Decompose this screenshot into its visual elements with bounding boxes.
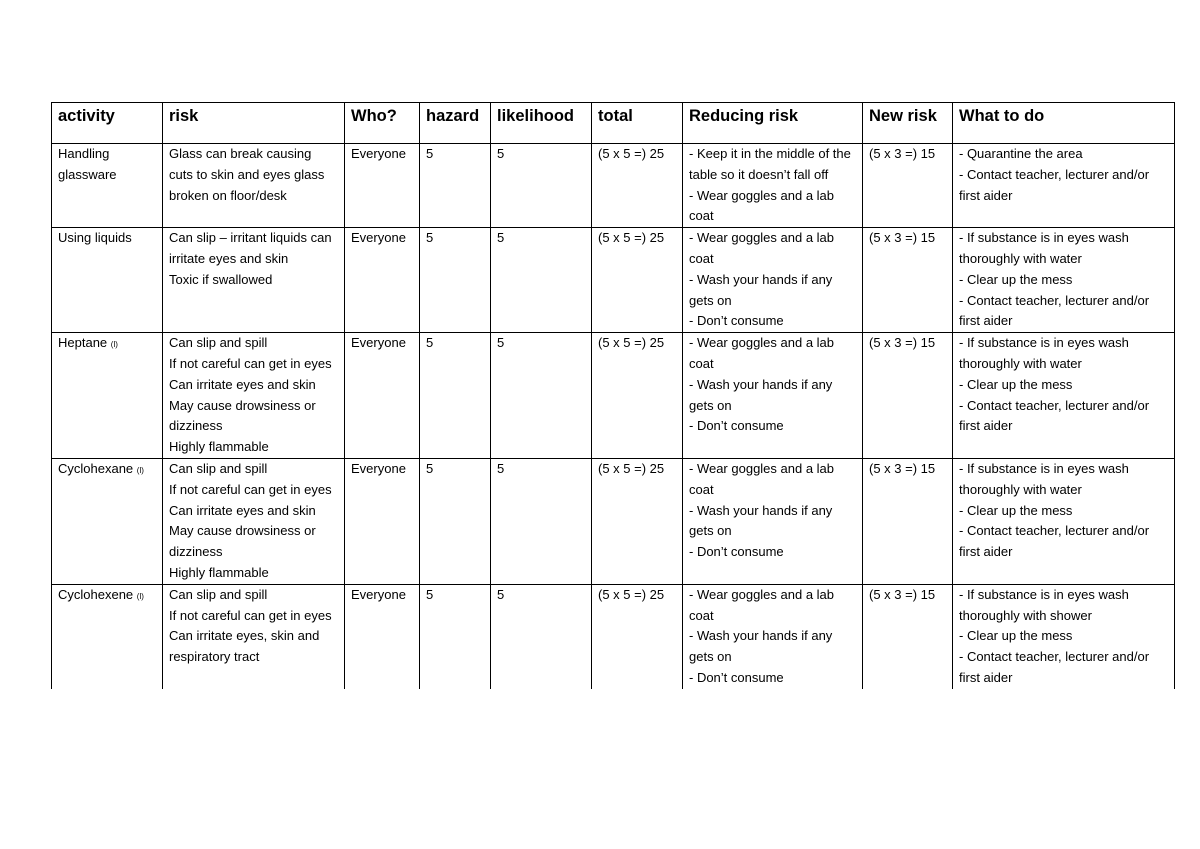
reducing-risk-cell (683, 584, 863, 688)
table-row (52, 333, 1175, 459)
activity-cell (52, 144, 163, 228)
header-reducing-risk: Reducing risk (683, 103, 863, 144)
header-activity: activity (52, 103, 163, 144)
reducing-risk-cell-line: - Wash your hands if any gets on (689, 502, 833, 539)
risk-cell-line: Can slip – irritant liquids can irritate eyes and skin (169, 230, 332, 266)
table-body (52, 144, 1175, 689)
header-what-to-do: What to do (953, 103, 1175, 144)
what-to-do-cell-line: - Contact teacher, lecturer and/or first aider (959, 397, 1150, 434)
risk-cell (163, 228, 345, 333)
risk-cell-line: Toxic if swallowed (169, 271, 273, 287)
likelihood-cell: 5 (491, 144, 592, 228)
reducing-risk-cell-line: - Don’t consume (689, 669, 784, 685)
activity-name: Using liquids (58, 230, 132, 246)
state-mark: (l) (136, 591, 144, 601)
hazard-cell: 5 (420, 333, 491, 459)
risk-cell-line: If not careful can get in eyes (169, 607, 332, 623)
reducing-risk-cell (683, 228, 863, 333)
total-cell: (5 x 5 =) 25 (592, 228, 683, 333)
header-who: Who? (345, 103, 420, 144)
risk-cell-line: Can slip and spill (169, 335, 268, 351)
header-total: total (592, 103, 683, 144)
risk-cell (163, 458, 345, 584)
what-to-do-cell-line: - If substance is in eyes wash thoroughly with shower (959, 586, 1129, 623)
what-to-do-cell-line: - Clear up the mess (959, 376, 1073, 392)
reducing-risk-cell-line: - Wear goggles and a lab coat (689, 586, 835, 623)
header-new-risk: New risk (863, 103, 953, 144)
what-to-do-cell-line: - Clear up the mess (959, 502, 1073, 518)
reducing-risk-cell-line: - Don’t consume (689, 313, 784, 329)
reducing-risk-cell-line: - Wear goggles and a lab coat (689, 460, 835, 497)
what-to-do-cell (953, 333, 1175, 459)
what-to-do-cell-line: - Clear up the mess (959, 271, 1073, 287)
reducing-risk-cell-line: - Keep it in the middle of the table so it doesn’t fall off (689, 146, 851, 182)
what-to-do-cell (953, 144, 1175, 228)
reducing-risk-cell-line: - Don’t consume (689, 418, 784, 434)
table-row (52, 228, 1175, 333)
hazard-cell: 5 (420, 144, 491, 228)
risk-cell-line: Can slip and spill (169, 460, 268, 476)
risk-cell-line: Highly flammable (169, 564, 269, 580)
what-to-do-cell-line: - Contact teacher, lecturer and/or first aider (959, 166, 1150, 203)
who-cell: Everyone (345, 333, 420, 459)
activity-cell (52, 584, 163, 688)
new-risk-cell: (5 x 3 =) 15 (863, 144, 953, 228)
total-cell: (5 x 5 =) 25 (592, 458, 683, 584)
who-cell: Everyone (345, 144, 420, 228)
reducing-risk-cell (683, 144, 863, 228)
reducing-risk-cell-line: - Wash your hands if any gets on (689, 271, 833, 308)
reducing-risk-cell (683, 333, 863, 459)
risk-cell-line: Can irritate eyes and skin (169, 502, 316, 518)
total-cell: (5 x 5 =) 25 (592, 584, 683, 688)
what-to-do-cell-line: - Quarantine the area (959, 146, 1083, 161)
reducing-risk-cell-line: - Wear goggles and a lab coat (689, 187, 835, 224)
header-likelihood: likelihood (491, 103, 592, 144)
what-to-do-cell-line: - Clear up the mess (959, 628, 1073, 644)
total-cell: (5 x 5 =) 25 (592, 144, 683, 228)
reducing-risk-cell-line: - Wash your hands if any gets on (689, 376, 833, 413)
table-row (52, 458, 1175, 584)
reducing-risk-cell-line: - Wear goggles and a lab coat (689, 335, 835, 371)
header-row (52, 103, 1175, 144)
what-to-do-cell (953, 584, 1175, 688)
risk-cell-line: May cause drowsiness or dizziness (169, 523, 316, 560)
risk-cell (163, 584, 345, 688)
likelihood-cell: 5 (491, 333, 592, 459)
likelihood-cell: 5 (491, 584, 592, 688)
table-row (52, 144, 1175, 228)
risk-cell (163, 144, 345, 228)
risk-cell-line: Can slip and spill (169, 586, 268, 602)
hazard-cell: 5 (420, 228, 491, 333)
risk-cell-line: Can irritate eyes, skin and respiratory tract (169, 628, 320, 665)
header-hazard: hazard (420, 103, 491, 144)
total-cell: (5 x 5 =) 25 (592, 333, 683, 459)
new-risk-cell: (5 x 3 =) 15 (863, 584, 953, 688)
what-to-do-cell (953, 228, 1175, 333)
activity-name: Heptane (58, 335, 108, 351)
risk-cell-line: If not careful can get in eyes (169, 355, 332, 371)
risk-cell (163, 333, 345, 459)
reducing-risk-cell (683, 458, 863, 584)
activity-cell (52, 458, 163, 584)
risk-cell-line: If not careful can get in eyes (169, 481, 332, 497)
what-to-do-cell-line: - If substance is in eyes wash thoroughly with water (959, 335, 1129, 371)
risk-cell-line: Glass can break causing cuts to skin and eyes glass broken on floor/desk (169, 146, 325, 203)
hazard-cell: 5 (420, 584, 491, 688)
new-risk-cell: (5 x 3 =) 15 (863, 458, 953, 584)
what-to-do-cell-line: - Contact teacher, lecturer and/or first aider (959, 649, 1150, 685)
what-to-do-cell-line: - If substance is in eyes wash thoroughly with water (959, 230, 1129, 266)
activity-cell (52, 228, 163, 333)
risk-assessment-table (51, 102, 1175, 689)
risk-cell-line: Can irritate eyes and skin (169, 376, 316, 392)
what-to-do-cell-line: - If substance is in eyes wash thoroughly with water (959, 460, 1129, 497)
who-cell: Everyone (345, 584, 420, 688)
what-to-do-cell-line: - Contact teacher, lecturer and/or first aider (959, 292, 1150, 329)
reducing-risk-cell-line: - Wear goggles and a lab coat (689, 230, 835, 266)
reducing-risk-cell-line: - Wash your hands if any gets on (689, 628, 833, 665)
activity-name: Cyclohexene (58, 586, 134, 602)
state-mark: (l) (136, 465, 144, 475)
who-cell: Everyone (345, 228, 420, 333)
activity-name: Handling glassware (58, 146, 117, 182)
who-cell: Everyone (345, 458, 420, 584)
risk-cell-line: Highly flammable (169, 439, 269, 455)
new-risk-cell: (5 x 3 =) 15 (863, 228, 953, 333)
new-risk-cell: (5 x 3 =) 15 (863, 333, 953, 459)
table-row (52, 584, 1175, 688)
state-mark: (l) (110, 340, 118, 350)
likelihood-cell: 5 (491, 458, 592, 584)
likelihood-cell: 5 (491, 228, 592, 333)
what-to-do-cell-line: - Contact teacher, lecturer and/or first aider (959, 523, 1150, 560)
activity-cell (52, 333, 163, 459)
header-risk: risk (163, 103, 345, 144)
hazard-cell: 5 (420, 458, 491, 584)
what-to-do-cell (953, 458, 1175, 584)
activity-name: Cyclohexane (58, 460, 134, 476)
risk-cell-line: May cause drowsiness or dizziness (169, 397, 316, 434)
reducing-risk-cell-line: - Don’t consume (689, 544, 784, 560)
